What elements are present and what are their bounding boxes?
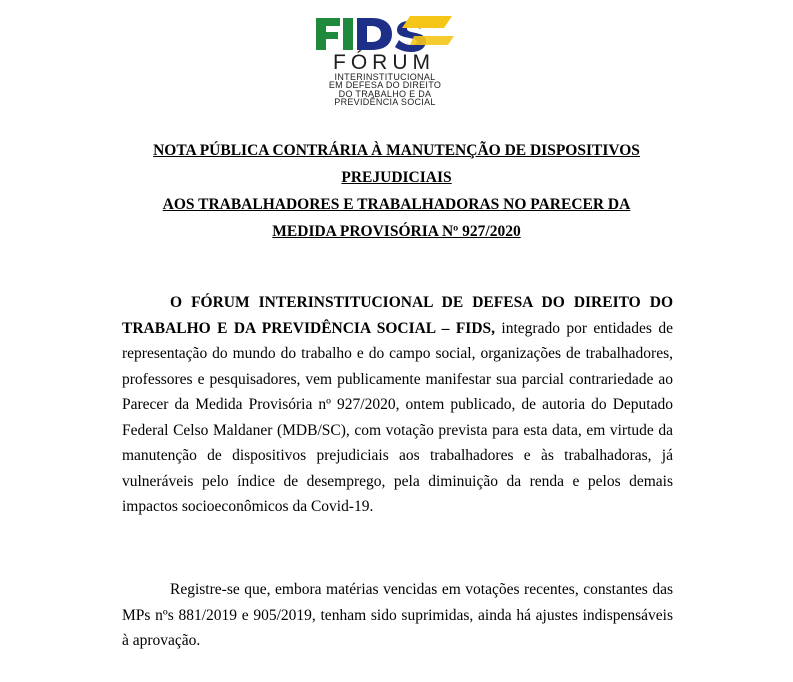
- title-line: MEDIDA PROVISÓRIA Nº 927/2020: [272, 223, 521, 240]
- paragraph-2: Registre-se que, embora matérias vencidas em votações recentes, constantes das MPs nºs 881/2019 e 905/2019, tenham sido suprimidas, ainda há ajustes indispensáveis à aprovação.: [122, 581, 673, 649]
- paragraph-1-bold: O FÓRUM INTERINSTITUCIONAL DE DEFESA DO DIREITO DO TRABALHO E DA PREVIDÊNCIA SOCIAL – FIDS,: [122, 294, 673, 337]
- logo-subtitle-line: EM DEFESA DO DIREITO: [328, 80, 442, 91]
- logo-subtitle-line: DO TRABALHO E DA: [338, 88, 432, 99]
- fids-wordmark-icon: [314, 14, 454, 54]
- logo-subtitle: [314, 73, 456, 107]
- title-line: PREJUDICIAIS: [341, 169, 452, 186]
- document-title: [115, 137, 678, 245]
- title-line: AOS TRABALHADORES E TRABALHADORAS NO PARECER DA: [162, 196, 631, 213]
- fids-logo: [314, 14, 464, 106]
- logo-subtitle-line: PREVIDÊNCIA SOCIAL: [334, 97, 436, 108]
- title-line: NOTA PÚBLICA CONTRÁRIA À MANUTENÇÃO DE DISPOSITIVOS: [153, 142, 640, 159]
- logo-subtitle-line: INTERINSTITUCIONAL: [334, 72, 436, 82]
- paragraph-1-text: integrado por entidades de representação do mundo do trabalho e do campo social, organizações de trabalhadores, professores e pesquisadores, vem publicamente manifestar sua parcial contrariedade ao Parecer da Medida Provisória nº 927/2020, ontem publicado, de autoria do Deputado Federal Celso Maldaner (MDB/SC), com votação prevista para esta data, em virtude da manutenção de dispositivos prejudiciais aos trabalhadores e às trabalhadoras, já vulneráveis pelo índice de desemprego, pela diminuição da renda e pelos demais impactos socioeconômicos da Covid-19.: [122, 319, 673, 515]
- paragraph-1: [122, 290, 673, 520]
- logo-forum-text: FÓRUM: [333, 51, 435, 74]
